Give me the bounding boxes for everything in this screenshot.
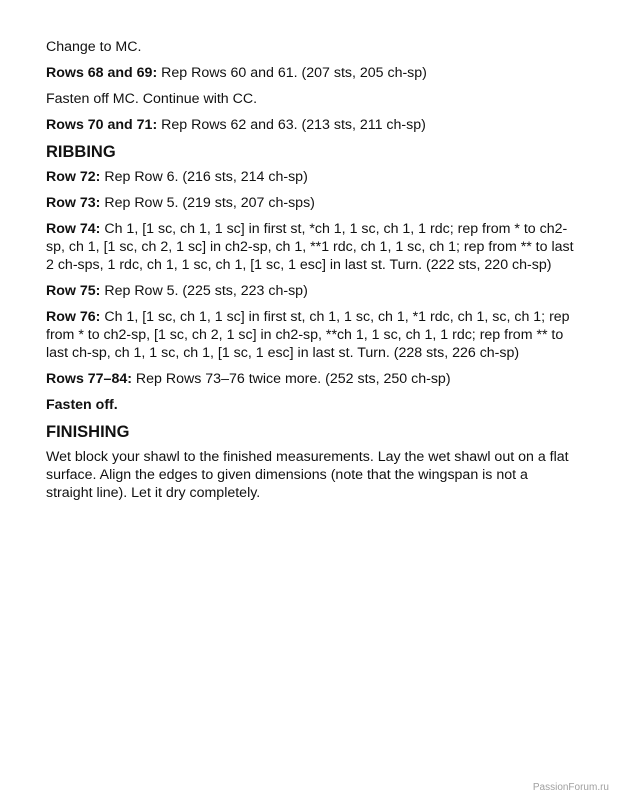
row-label: Rows 77–84: <box>46 371 132 387</box>
paragraph-rows-68-69 <box>46 64 578 82</box>
row-label: Rows 68 and 69: <box>46 65 158 81</box>
paragraph-text: Rep Row 5. (219 sts, 207 ch-sps) <box>100 195 315 211</box>
paragraph-text: Ch 1, [1 sc, ch 1, 1 sc] in first st, *ch 1, 1 sc, ch 1, 1 rdc; rep from * to ch2-sp, ch 1, [1 sc, ch 2, 1 sc] in ch2-sp, ch 1, **1 rdc, ch 1, 1 sc, ch 1; rep from ** to last 2 ch-sps, 1 rdc, ch 1, 1 sc, ch 1, [1 sc, 1 esc] in last st. Turn. (222 sts, 220 ch-sp) <box>46 221 574 273</box>
paragraph-rows-70-71 <box>46 116 578 134</box>
paragraph-text: Rep Row 5. (225 sts, 223 ch-sp) <box>100 283 308 299</box>
section-heading-finishing: FINISHING <box>46 423 130 441</box>
row-label: Row 76: <box>46 309 101 325</box>
row-label: Row 72: <box>46 169 101 185</box>
paragraph-finishing-instructions <box>46 448 578 502</box>
paragraph-text: Rep Row 6. (216 sts, 214 ch-sp) <box>100 169 308 185</box>
row-label: Row 74: <box>46 221 101 237</box>
row-label: Row 73: <box>46 195 101 211</box>
row-label: Fasten off. <box>46 397 118 413</box>
watermark-text: PassionForum.ru <box>532 782 609 793</box>
section-heading-ribbing: RIBBING <box>46 143 116 161</box>
paragraph-text: Wet block your shawl to the finished measurements. Lay the wet shawl out on a flat surface. Align the edges to given dimensions (note that the wingspan is not a straight line). Let it dry completely. <box>46 449 569 501</box>
paragraph-text: Ch 1, [1 sc, ch 1, 1 sc] in first st, ch 1, 1 sc, ch 1, *1 rdc, ch 1, sc, ch 1; rep from * to ch2-sp, [1 sc, ch 2, 1 sc] in ch2-sp, **ch 1, 1 sc, ch 1, 1 rdc; rep from ** to last ch-sp, ch 1, 1 sc, ch 1, [1 sc, 1 esc] in last st. Turn. (228 sts, 226 ch-sp) <box>46 309 570 361</box>
paragraph-change-to-mc <box>46 38 578 56</box>
document-body <box>46 38 578 510</box>
paragraph-row-75 <box>46 282 578 300</box>
paragraph-text: Rep Rows 73–76 twice more. (252 sts, 250 ch-sp) <box>131 371 451 387</box>
paragraph-text: Rep Rows 60 and 61. (207 sts, 205 ch-sp) <box>157 65 427 81</box>
paragraph-row-73 <box>46 194 578 212</box>
paragraph-rows-77-84 <box>46 370 578 388</box>
row-label: Row 75: <box>46 283 101 299</box>
paragraph-text: Change to MC. <box>46 39 142 55</box>
paragraph-fasten-off-mc <box>46 90 578 108</box>
paragraph-row-72 <box>46 168 578 186</box>
row-label: Rows 70 and 71: <box>46 117 158 133</box>
paragraph-text: Fasten off MC. Continue with CC. <box>46 91 258 107</box>
paragraph-row-74 <box>46 220 578 274</box>
paragraph-text: Rep Rows 62 and 63. (213 sts, 211 ch-sp) <box>157 117 426 133</box>
paragraph-fasten-off <box>46 396 578 414</box>
paragraph-row-76 <box>46 308 578 362</box>
